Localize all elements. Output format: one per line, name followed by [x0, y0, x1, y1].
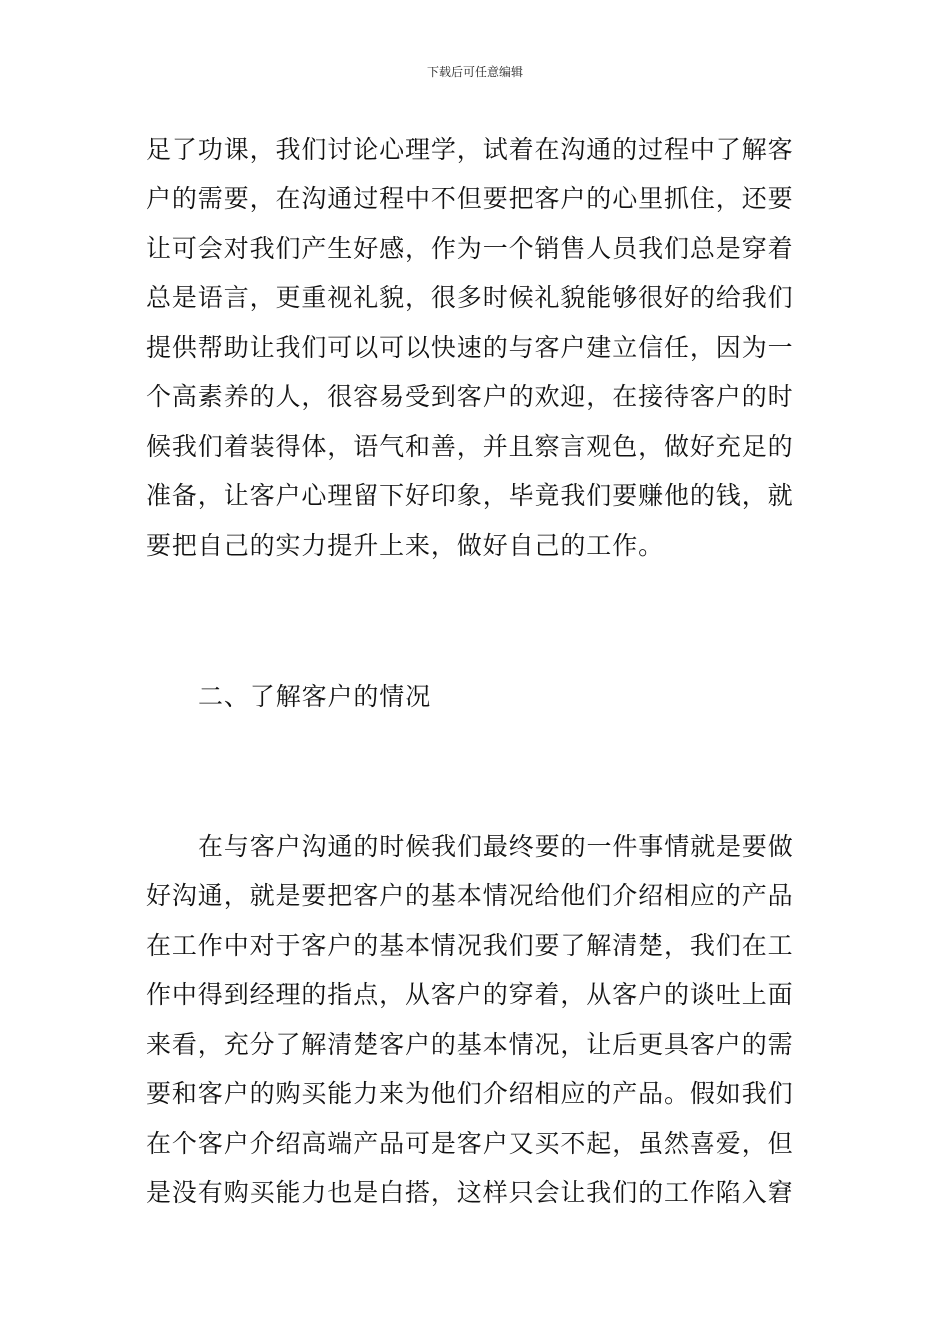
paragraph-line: 在与客户沟通的时候我们最终要的一件事情就是要做	[198, 832, 794, 861]
paragraph-line: 总是语言，更重视礼貌，很多时候礼貌能够很好的给我们	[146, 283, 794, 312]
paragraph-line: 好沟通，就是要把客户的基本情况给他们介绍相应的产品	[146, 881, 794, 910]
paragraph-line: 让可会对我们产生好感，作为一个销售人员我们总是穿着	[146, 234, 794, 263]
paragraph-line: 户的需要，在沟通过程中不但要把客户的心里抓住，还要	[146, 184, 794, 213]
paragraph-line: 个高素养的人，很容易受到客户的欢迎，在接待客户的时	[146, 382, 794, 411]
paragraph-line: 提供帮助让我们可以可以快速的与客户建立信任，因为一	[146, 333, 794, 362]
paragraph-line: 作中得到经理的指点，从客户的穿着，从客户的谈吐上面	[146, 980, 794, 1009]
paragraph-line: 足了功课，我们讨论心理学，试着在沟通的过程中了解客	[146, 135, 794, 164]
paragraph-line: 在工作中对于客户的基本情况我们要了解清楚，我们在工	[146, 931, 794, 960]
page-header: 下载后可任意编辑	[426, 65, 523, 79]
paragraph-line: 在个客户介绍高端产品可是客户又买不起，虽然喜爱，但	[146, 1129, 794, 1158]
paragraph-line: 要和客户的购买能力来为他们介绍相应的产品。假如我们	[146, 1079, 794, 1108]
paragraph-line: 候我们着装得体，语气和善，并且察言观色，做好充足的	[146, 432, 794, 461]
section-heading: 二、了解客户的情况	[198, 682, 432, 711]
paragraph-line: 要把自己的实力提升上来，做好自己的工作。	[146, 531, 665, 560]
paragraph-line: 准备，让客户心理留下好印象，毕竟我们要赚他的钱，就	[146, 481, 794, 510]
paragraph-line: 来看，充分了解清楚客户的基本情况，让后更具客户的需	[146, 1030, 794, 1059]
paragraph-line: 是没有购买能力也是白搭，这样只会让我们的工作陷入窘	[146, 1178, 794, 1207]
